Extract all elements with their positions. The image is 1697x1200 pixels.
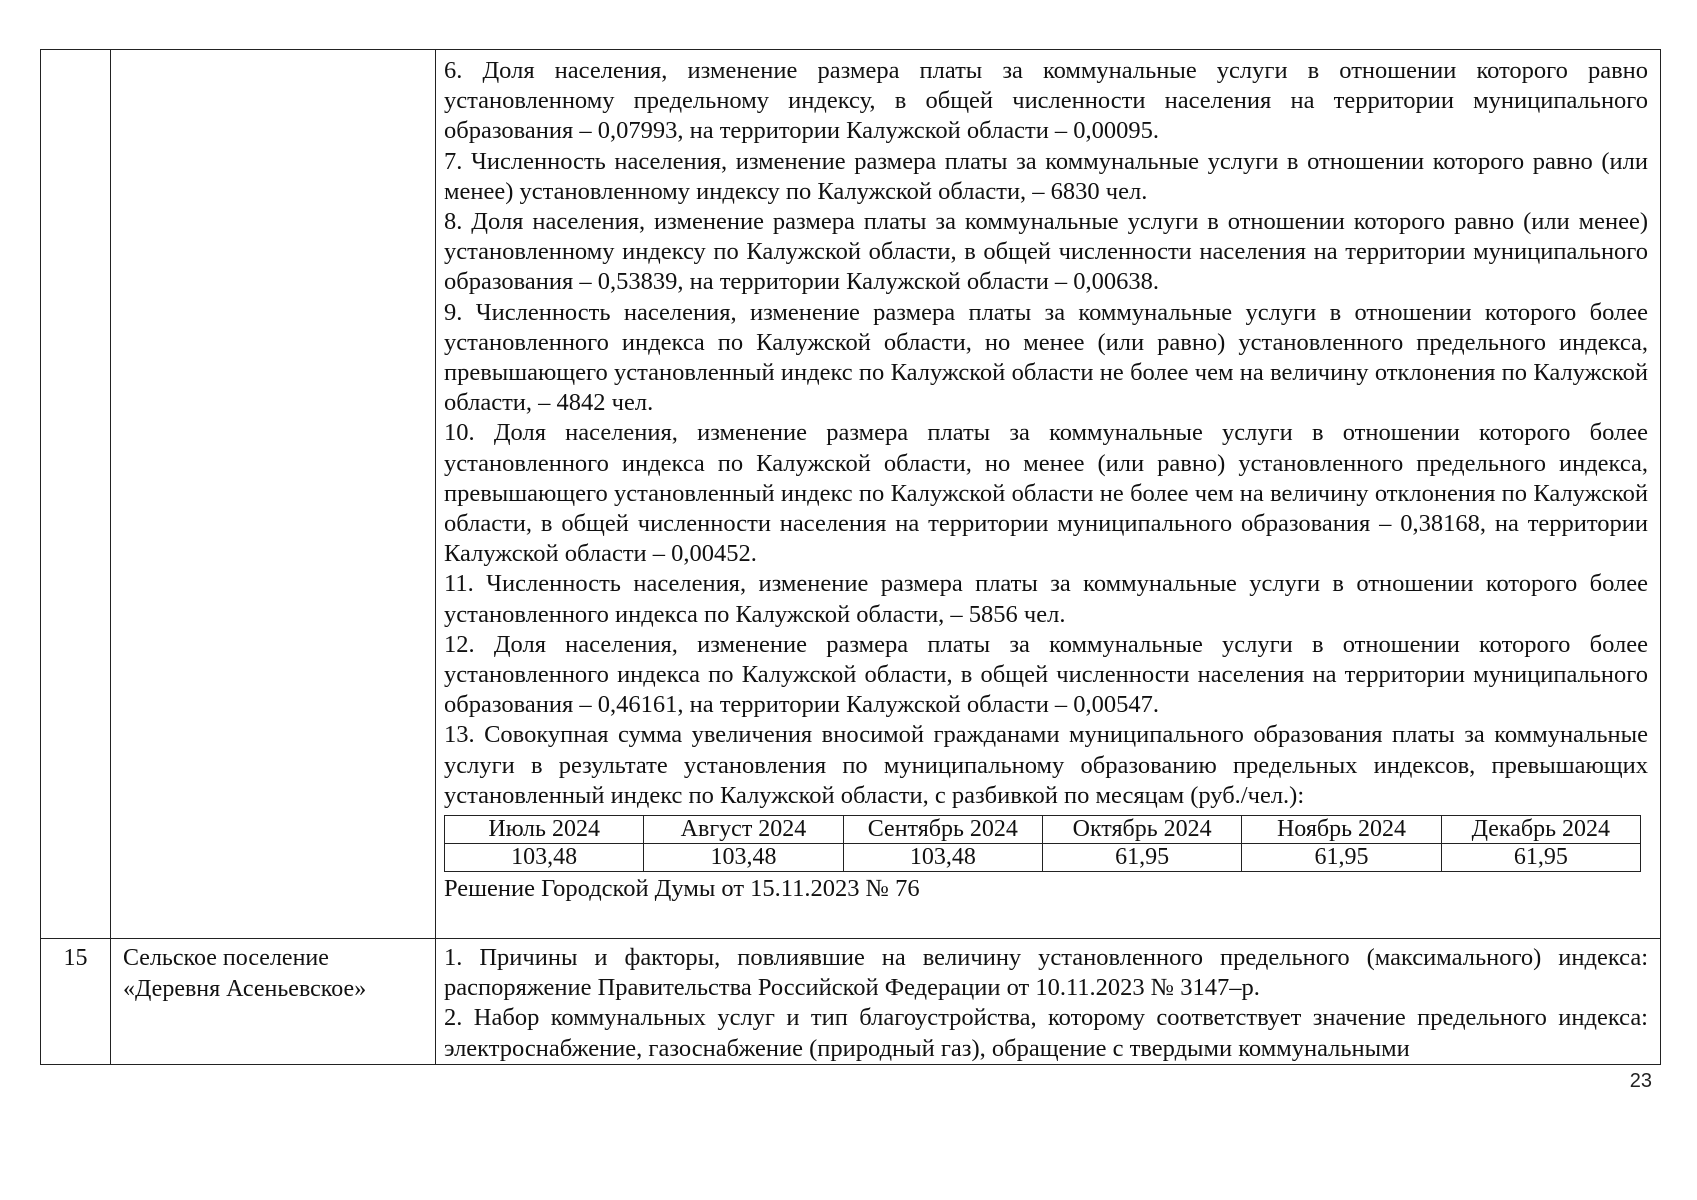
paragraph-2: 2. Набор коммунальных услуг и тип благоустройства, которому соответствует значение предельного индекса: электроснабжение, газоснабжение (природный газ), обращение с твердыми коммунальными bbox=[444, 1004, 1648, 1062]
page-number: 23 bbox=[1629, 1070, 1652, 1092]
paragraph-13: 13. Совокупная сумма увеличения вносимой гражданами муниципального образования платы за коммунальные услуги в результате установления по муниципальному образованию предельных индексов, превышающих установленный индекс по Калужской области, с разбивкой по месяцам (руб./чел.): bbox=[444, 721, 1648, 809]
monthly-increase-table bbox=[444, 815, 1641, 872]
paragraph-6: 6. Доля населения, изменение размера платы за коммунальные услуги в отношении которого равно установленному предельному индексу, в общей численности населения на территории муниципального образования – 0,07993, на территории Калужской области – 0,00095. bbox=[444, 57, 1648, 145]
paragraph-8: 8. Доля населения, изменение размера платы за коммунальные услуги в отношении которого равно (или менее) установленному индексу по Калужской области, в общей численности населения на территории муниципального образования – 0,53839, на территории Калужской области – 0,00638. bbox=[444, 208, 1648, 296]
paragraph-11: 11. Численность населения, изменение размера платы за коммунальные услуги в отношении которого более установленного индекса по Калужской области, – 5856 чел. bbox=[444, 570, 1648, 628]
document-page bbox=[40, 49, 1660, 1065]
paragraph-10: 10. Доля населения, изменение размера платы за коммунальные услуги в отношении которого более установленного индекса по Калужской области, но менее (или равно) установленного предельного индекса, превышающего установленный индекс по Калужской области не более чем на величину отклонения по Калужской области, в общей численности населения на территории муниципального образования – 0,38168, на территории Калужской области – 0,00452. bbox=[444, 419, 1648, 568]
month-header: Декабрь 2024 bbox=[1441, 816, 1640, 844]
indicators-cell bbox=[436, 50, 1661, 939]
month-header: Сентябрь 2024 bbox=[843, 816, 1042, 844]
decision-reference: Решение Городской Думы от 15.11.2023 № 76 bbox=[444, 875, 920, 903]
values-row bbox=[445, 844, 1641, 872]
municipality-type: Сельское поселение bbox=[123, 945, 329, 971]
table-row bbox=[41, 939, 1661, 1065]
row-number-cell bbox=[41, 50, 111, 939]
month-value: 103,48 bbox=[843, 844, 1042, 872]
municipality-name-cell bbox=[111, 50, 436, 939]
month-value: 61,95 bbox=[1042, 844, 1241, 872]
month-header: Июль 2024 bbox=[445, 816, 644, 844]
month-header: Ноябрь 2024 bbox=[1242, 816, 1441, 844]
indices-table bbox=[40, 49, 1661, 1065]
month-value: 61,95 bbox=[1441, 844, 1640, 872]
indicators-cell bbox=[436, 939, 1661, 1065]
municipality-name: «Деревня Асеньевское» bbox=[123, 976, 367, 1002]
month-value: 103,48 bbox=[644, 844, 843, 872]
month-header: Август 2024 bbox=[644, 816, 843, 844]
month-value: 103,48 bbox=[445, 844, 644, 872]
row-number-cell: 15 bbox=[41, 939, 111, 1065]
months-header-row bbox=[445, 816, 1641, 844]
paragraph-12: 12. Доля населения, изменение размера платы за коммунальные услуги в отношении которого более установленного индекса по Калужской области, в общей численности населения на территории муниципального образования – 0,46161, на территории Калужской области – 0,00547. bbox=[444, 630, 1648, 719]
paragraph-9: 9. Численность населения, изменение размера платы за коммунальные услуги в отношении которого более установленного индекса по Калужской области, но менее (или равно) установленного предельного индекса, превышающего установленный индекс по Калужской области не более чем на величину отклонения по Калужской области, – 4842 чел. bbox=[444, 298, 1648, 417]
table-row bbox=[41, 50, 1661, 939]
paragraph-1: 1. Причины и факторы, повлиявшие на величину установленного предельного (максимального) индекса: распоряжение Правительства Российской Федерации от 10.11.2023 № 3147–р. bbox=[444, 944, 1648, 1002]
municipality-name-cell bbox=[111, 939, 436, 1065]
paragraph-7: 7. Численность населения, изменение размера платы за коммунальные услуги в отношении которого равно (или менее) установленному индексу по Калужской области, – 6830 чел. bbox=[444, 147, 1648, 205]
month-value: 61,95 bbox=[1242, 844, 1441, 872]
month-header: Октябрь 2024 bbox=[1042, 816, 1241, 844]
